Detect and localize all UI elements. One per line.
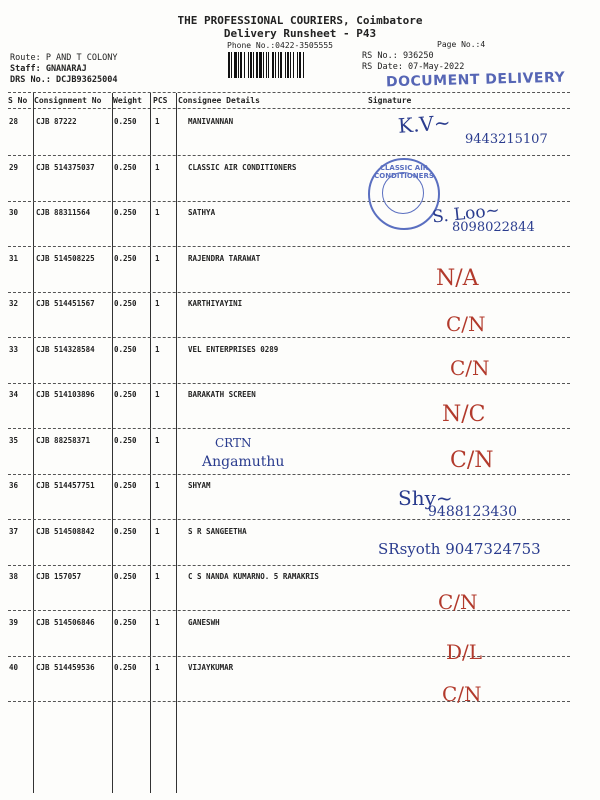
- col-line: [33, 93, 34, 793]
- cell-consignment: CJB 157057: [36, 572, 82, 581]
- cell-sno: 34: [9, 390, 19, 399]
- cell-sno: 32: [9, 299, 19, 308]
- row-divider: [8, 701, 570, 702]
- barcode-bar: [280, 52, 282, 78]
- col-pcs: PCS: [153, 96, 168, 105]
- barcode-bar: [272, 52, 274, 78]
- row-divider: [8, 337, 570, 338]
- cell-consignee: RAJENDRA TARAWAT: [188, 253, 261, 263]
- col-line: [150, 93, 151, 793]
- cell-sno: 36: [9, 481, 19, 490]
- cell-weight: 0.250: [114, 526, 137, 536]
- barcode-bar: [303, 52, 304, 78]
- col-consignment: Consignment No: [34, 96, 102, 105]
- barcode-bar: [240, 52, 242, 78]
- barcode-bar: [263, 52, 264, 78]
- remark-33: C/N: [450, 356, 490, 380]
- row-divider: [8, 292, 570, 293]
- cell-pcs: 1: [155, 208, 160, 217]
- barcode-bar: [266, 52, 267, 78]
- cell-pcs: 1: [155, 299, 160, 308]
- barcode-bar: [293, 52, 294, 78]
- classic-air-round-stamp: CLASSIC AIR CONDITIONERS: [368, 158, 440, 230]
- cell-weight: 0.250: [114, 481, 137, 490]
- page-number: Page No.:4: [437, 40, 486, 49]
- cell-sno: 40: [9, 663, 19, 672]
- cell-consignment: CJB 514451567: [36, 299, 95, 308]
- row-divider: [8, 383, 570, 384]
- col-line: [176, 93, 177, 793]
- cell-weight: 0.250: [114, 390, 137, 399]
- cell-weight: 0.250: [114, 435, 137, 445]
- phone-28: 9443215107: [465, 132, 548, 147]
- cell-consignee: BARAKATH SCREEN: [188, 390, 256, 399]
- cell-pcs: 1: [155, 481, 160, 490]
- remark-35: C/N: [450, 448, 494, 473]
- header-divider-top: [8, 92, 570, 93]
- cell-weight: 0.250: [114, 617, 137, 627]
- barcode-bar: [234, 52, 237, 78]
- cell-consignee: SATHYA: [188, 208, 216, 217]
- cell-pcs: 1: [155, 253, 160, 263]
- remark-31: N/A: [436, 266, 479, 291]
- phone-number: Phone No.:0422-3505555: [227, 41, 333, 50]
- col-consignee: Consignee Details: [178, 96, 260, 105]
- row-divider: [8, 474, 570, 475]
- consignee-35-note-bottom: Angamuthu: [202, 454, 285, 470]
- cell-consignee: GANESWH: [188, 617, 220, 627]
- cell-pcs: 1: [155, 663, 160, 672]
- cell-weight: 0.250: [114, 663, 137, 672]
- cell-sno: 28: [9, 117, 19, 126]
- cell-weight: 0.250: [114, 344, 137, 354]
- cell-consignee: KARTHIYAYINI: [188, 299, 243, 308]
- rs-date: RS Date: 07-May-2022: [362, 62, 465, 72]
- barcode-bar: [248, 52, 249, 78]
- cell-consignment: CJB 514457751: [36, 481, 95, 490]
- cell-sno: 39: [9, 617, 19, 627]
- cell-weight: 0.250: [114, 299, 137, 308]
- cell-pcs: 1: [155, 117, 160, 126]
- col-sno: S No: [8, 96, 28, 105]
- col-signature: Signature: [368, 96, 412, 105]
- cell-pcs: 1: [155, 526, 160, 536]
- barcode-bar: [244, 52, 245, 78]
- barcode: [228, 52, 340, 78]
- barcode-bar: [268, 52, 269, 78]
- signature-36: Shy~: [398, 486, 453, 510]
- cell-consignment: CJB 514506846: [36, 617, 95, 627]
- cell-pcs: 1: [155, 344, 160, 354]
- row-divider: [8, 428, 570, 429]
- drs-number: DRS No.: DCJB93625004: [10, 75, 118, 85]
- cell-consignment: CJB 88258371: [36, 435, 91, 445]
- cell-consignee: CLASSIC AIR CONDITIONERS: [188, 162, 297, 172]
- cell-consignee: S R SANGEETHA: [188, 526, 247, 536]
- cell-sno: 38: [9, 572, 19, 581]
- row-divider: [8, 246, 570, 247]
- remark-39: D/L: [446, 640, 483, 664]
- cell-pcs: 1: [155, 572, 160, 581]
- cell-weight: 0.250: [114, 572, 137, 581]
- barcode-bar: [238, 52, 239, 78]
- cell-consignment: CJB 514375037: [36, 162, 95, 172]
- company-title: THE PROFESSIONAL COURIERS, Coimbatore: [177, 14, 423, 27]
- barcode-bar: [287, 52, 289, 78]
- route: Route: P AND T COLONY: [10, 53, 118, 63]
- cell-consignment: CJB 514328584: [36, 344, 95, 354]
- cell-pcs: 1: [155, 435, 160, 445]
- cell-consignment: CJB 514459536: [36, 663, 95, 672]
- row-divider: [8, 656, 570, 657]
- cell-consignment: CJB 514508842: [36, 526, 95, 536]
- row-divider: [8, 610, 570, 611]
- cell-consignee: C S NANDA KUMARNO. 5 RAMAKRIS: [188, 572, 319, 581]
- cell-sno: 30: [9, 208, 19, 217]
- cell-consignee: MANIVANNAN: [188, 117, 234, 126]
- cell-pcs: 1: [155, 390, 160, 399]
- cell-consignment: CJB 87222: [36, 117, 77, 126]
- remark-34: N/C: [442, 402, 486, 427]
- barcode-bar: [297, 52, 298, 78]
- header-divider-bottom: [8, 108, 570, 109]
- phone-36: 9488123430: [428, 504, 518, 520]
- cell-weight: 0.250: [114, 208, 137, 217]
- row-divider: [8, 565, 570, 566]
- staff: Staff: GNANARAJ: [10, 64, 87, 74]
- cell-consignee: VIJAYKUMAR: [188, 663, 234, 672]
- barcode-bar: [250, 52, 252, 78]
- remark-32: C/N: [446, 312, 486, 336]
- phone-30: 8098022844: [452, 220, 535, 235]
- cell-consignment: CJB 88311564: [36, 208, 91, 217]
- consignee-35-note-top: CRTN: [215, 436, 252, 450]
- col-weight: Weight: [113, 96, 142, 105]
- cell-sno: 31: [9, 253, 19, 263]
- cell-weight: 0.250: [114, 253, 137, 263]
- barcode-bar: [285, 52, 286, 78]
- signature-30: S. Loo~: [431, 200, 501, 228]
- signature-28: K.V~: [397, 110, 452, 138]
- runsheet-title: Delivery Runsheet - P43: [223, 27, 377, 40]
- barcode-bar: [253, 52, 254, 78]
- barcode-bar: [290, 52, 291, 78]
- signature-37: SRsyoth 9047324753: [378, 540, 541, 558]
- barcode-bar: [275, 52, 276, 78]
- cell-consignment: CJB 514508225: [36, 253, 95, 263]
- cell-weight: 0.250: [114, 117, 137, 126]
- row-divider: [8, 155, 570, 156]
- cell-sno: 29: [9, 162, 19, 172]
- cell-sno: 37: [9, 526, 19, 536]
- rs-number: RS No.: 936250: [362, 51, 434, 61]
- cell-consignee: VEL ENTERPRISES 0289: [188, 344, 279, 354]
- cell-consignment: CJB 514103896: [36, 390, 95, 399]
- cell-pcs: 1: [155, 617, 160, 627]
- col-line: [112, 93, 113, 793]
- barcode-bar: [299, 52, 301, 78]
- cell-pcs: 1: [155, 162, 160, 172]
- barcode-bar: [231, 52, 232, 78]
- cell-sno: 35: [9, 435, 19, 445]
- remark-38: C/N: [438, 590, 478, 614]
- barcode-bar: [228, 52, 230, 78]
- cell-weight: 0.250: [114, 162, 137, 172]
- document-delivery-stamp: DOCUMENT DELIVERY: [385, 69, 566, 91]
- barcode-bar: [256, 52, 258, 78]
- cell-sno: 33: [9, 344, 19, 354]
- barcode-bar: [259, 52, 262, 78]
- remark-40: C/N: [442, 682, 482, 706]
- barcode-bar: [278, 52, 279, 78]
- cell-consignee: SHYAM: [188, 481, 211, 490]
